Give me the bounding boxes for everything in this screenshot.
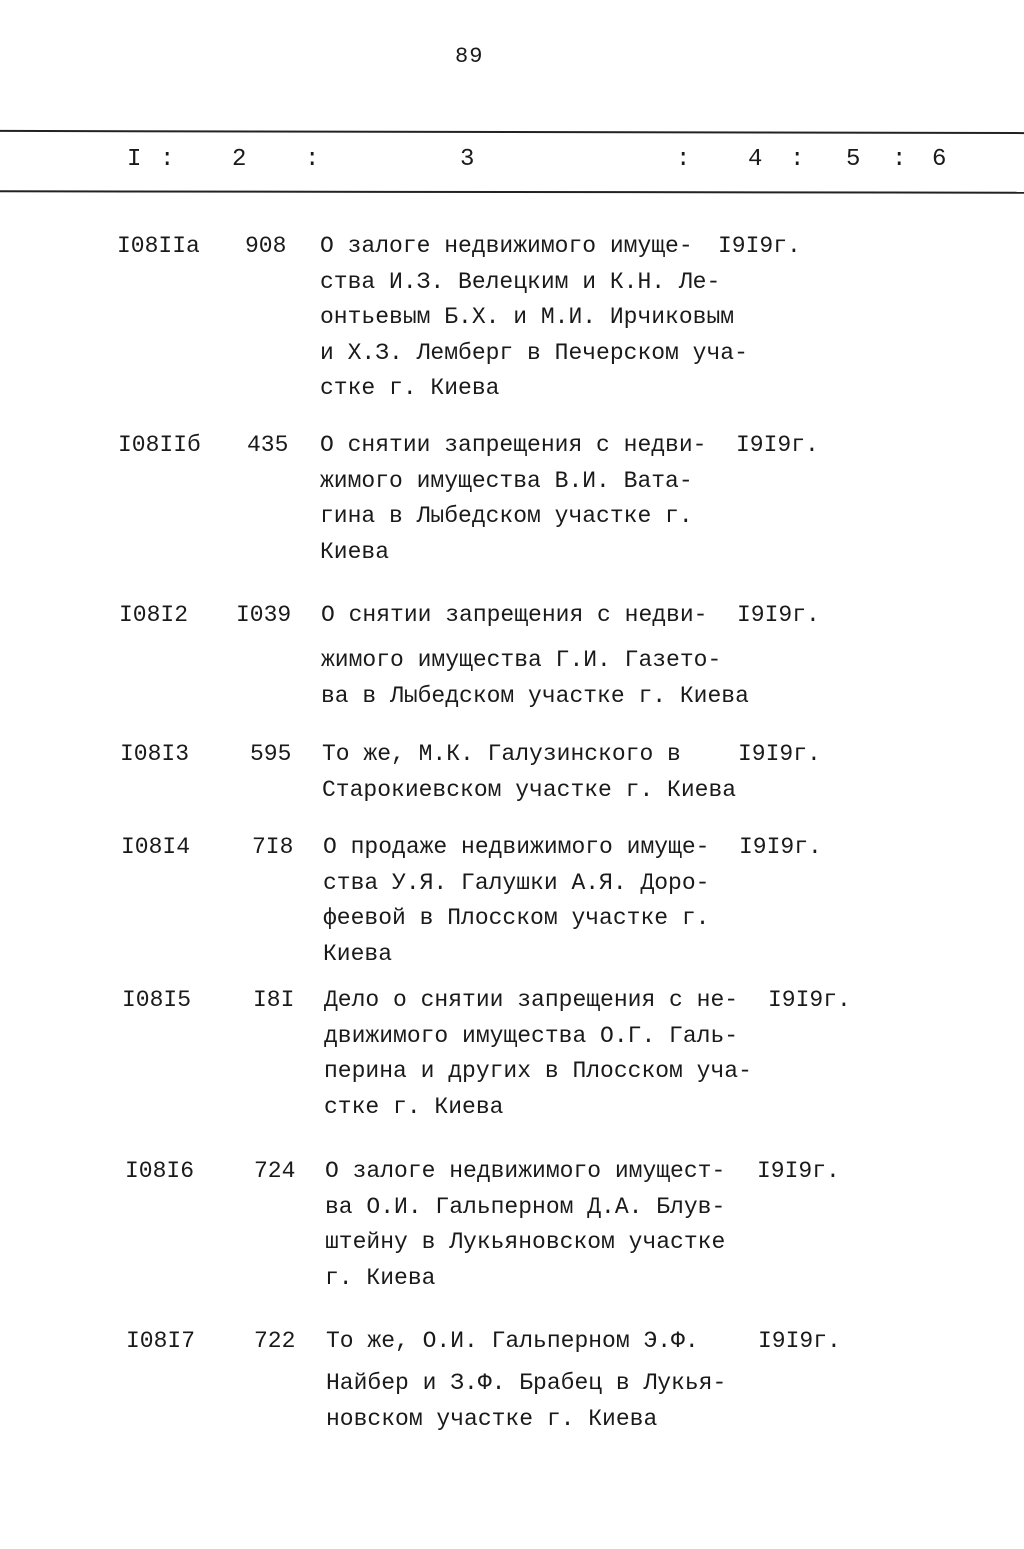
description-line: стке г. Киева [320, 375, 500, 401]
description-line: Киева [320, 538, 390, 565]
description-line: О залоге недвижимого имущест- [325, 1158, 726, 1184]
entry-year: I9I9г. [718, 233, 801, 259]
column-separator: : [676, 146, 691, 173]
entry-description [325, 1154, 725, 1296]
entry-description [324, 983, 752, 1125]
description-line: ства У.Я. Галушки А.Я. Доро- [323, 869, 710, 896]
entry-description [326, 1324, 726, 1437]
entry-number: I08I3 [120, 741, 190, 767]
entry-number: I08I4 [121, 834, 191, 860]
description-line: стке г. Киева [324, 1093, 504, 1120]
column-4-label: 4 [748, 146, 763, 173]
description-line: То же, М.К. Галузинского в [322, 741, 681, 767]
entry-description [322, 737, 736, 808]
entry-number: I08I5 [122, 987, 192, 1013]
entry-number: I08I7 [126, 1328, 196, 1354]
entry-year: I9I9г. [737, 602, 820, 628]
description-line: О продаже недвижимого имуще- [323, 834, 710, 860]
description-line: и Х.З. Лемберг в Печерском уча- [320, 339, 748, 366]
column-separator: : [160, 146, 175, 173]
column-1-label: I [127, 146, 142, 173]
description-line: Найбер и З.Ф. Брабец в Лукья- [326, 1370, 727, 1396]
column-5-label: 5 [846, 146, 861, 173]
description-line: онтьевым Б.Х. и М.И. Ирчиковым [320, 304, 735, 330]
column-6-label: 6 [932, 146, 947, 173]
entry-description [320, 428, 706, 570]
entry-year: I9I9г. [768, 987, 851, 1013]
header-bottom-rule [0, 190, 1024, 193]
entry-description [321, 598, 749, 714]
description-line: штейну в Лукьяновском участке [325, 1229, 726, 1255]
description-line: перина и других в Плосском уча- [324, 1058, 752, 1084]
header-top-rule [0, 130, 1024, 134]
description-line: жимого имущества В.И. Вата- [320, 467, 693, 494]
description-line: движимого имущества О.Г. Галь- [324, 1022, 739, 1049]
entry-sheets: 435 [247, 432, 289, 458]
description-line: Старокиевском участке г. Киева [322, 776, 737, 803]
entry-description [323, 830, 709, 972]
entry-number: I08IIб [118, 432, 201, 458]
description-line: Киева [323, 940, 393, 967]
entry-number: I08I2 [119, 602, 189, 628]
entry-year: I9I9г. [757, 1158, 840, 1184]
entry-year: I9I9г. [738, 741, 821, 767]
entry-year: I9I9г. [758, 1328, 841, 1354]
description-line: жимого имущества Г.И. Газето- [321, 647, 722, 673]
entry-year: I9I9г. [736, 432, 819, 458]
entry-number: I08IIа [117, 233, 200, 259]
description-line: гина в Лыбедском участке г. [320, 503, 693, 529]
description-line: ства И.З. Велецким и К.Н. Ле- [320, 268, 721, 295]
entry-sheets: 724 [254, 1158, 296, 1184]
description-line: Дело о снятии запрещения с не- [324, 987, 739, 1013]
column-separator: : [305, 146, 320, 173]
description-line: ва О.И. Гальперном Д.А. Блув- [325, 1193, 726, 1220]
entry-sheets: I039 [236, 602, 292, 628]
description-line: То же, О.И. Гальперном Э.Ф. [326, 1328, 699, 1354]
description-line: О залоге недвижимого имуще- [320, 233, 693, 259]
column-3-label: 3 [460, 146, 475, 173]
description-line: О снятии запрещения с недви- [320, 432, 707, 458]
column-2-label: 2 [232, 146, 247, 173]
entry-sheets: I8I [253, 987, 295, 1013]
description-line: ва в Лыбедском участке г. Киева [321, 682, 749, 709]
page-number: 89 [455, 44, 484, 69]
description-line: феевой в Плосском участке г. [323, 905, 710, 931]
column-separator: : [892, 146, 907, 173]
description-line: О снятии запрещения с недви- [321, 602, 708, 628]
entry-number: I08I6 [125, 1158, 195, 1184]
column-header [0, 146, 1024, 182]
entry-sheets: 908 [245, 233, 287, 259]
description-line: новском участке г. Киева [326, 1405, 658, 1432]
entry-year: I9I9г. [739, 834, 822, 860]
entry-sheets: 722 [254, 1328, 296, 1354]
column-separator: : [790, 146, 805, 173]
entry-sheets: 7I8 [252, 834, 294, 860]
description-line: г. Киева [325, 1264, 436, 1291]
entry-sheets: 595 [250, 741, 292, 767]
entry-description [320, 229, 748, 407]
